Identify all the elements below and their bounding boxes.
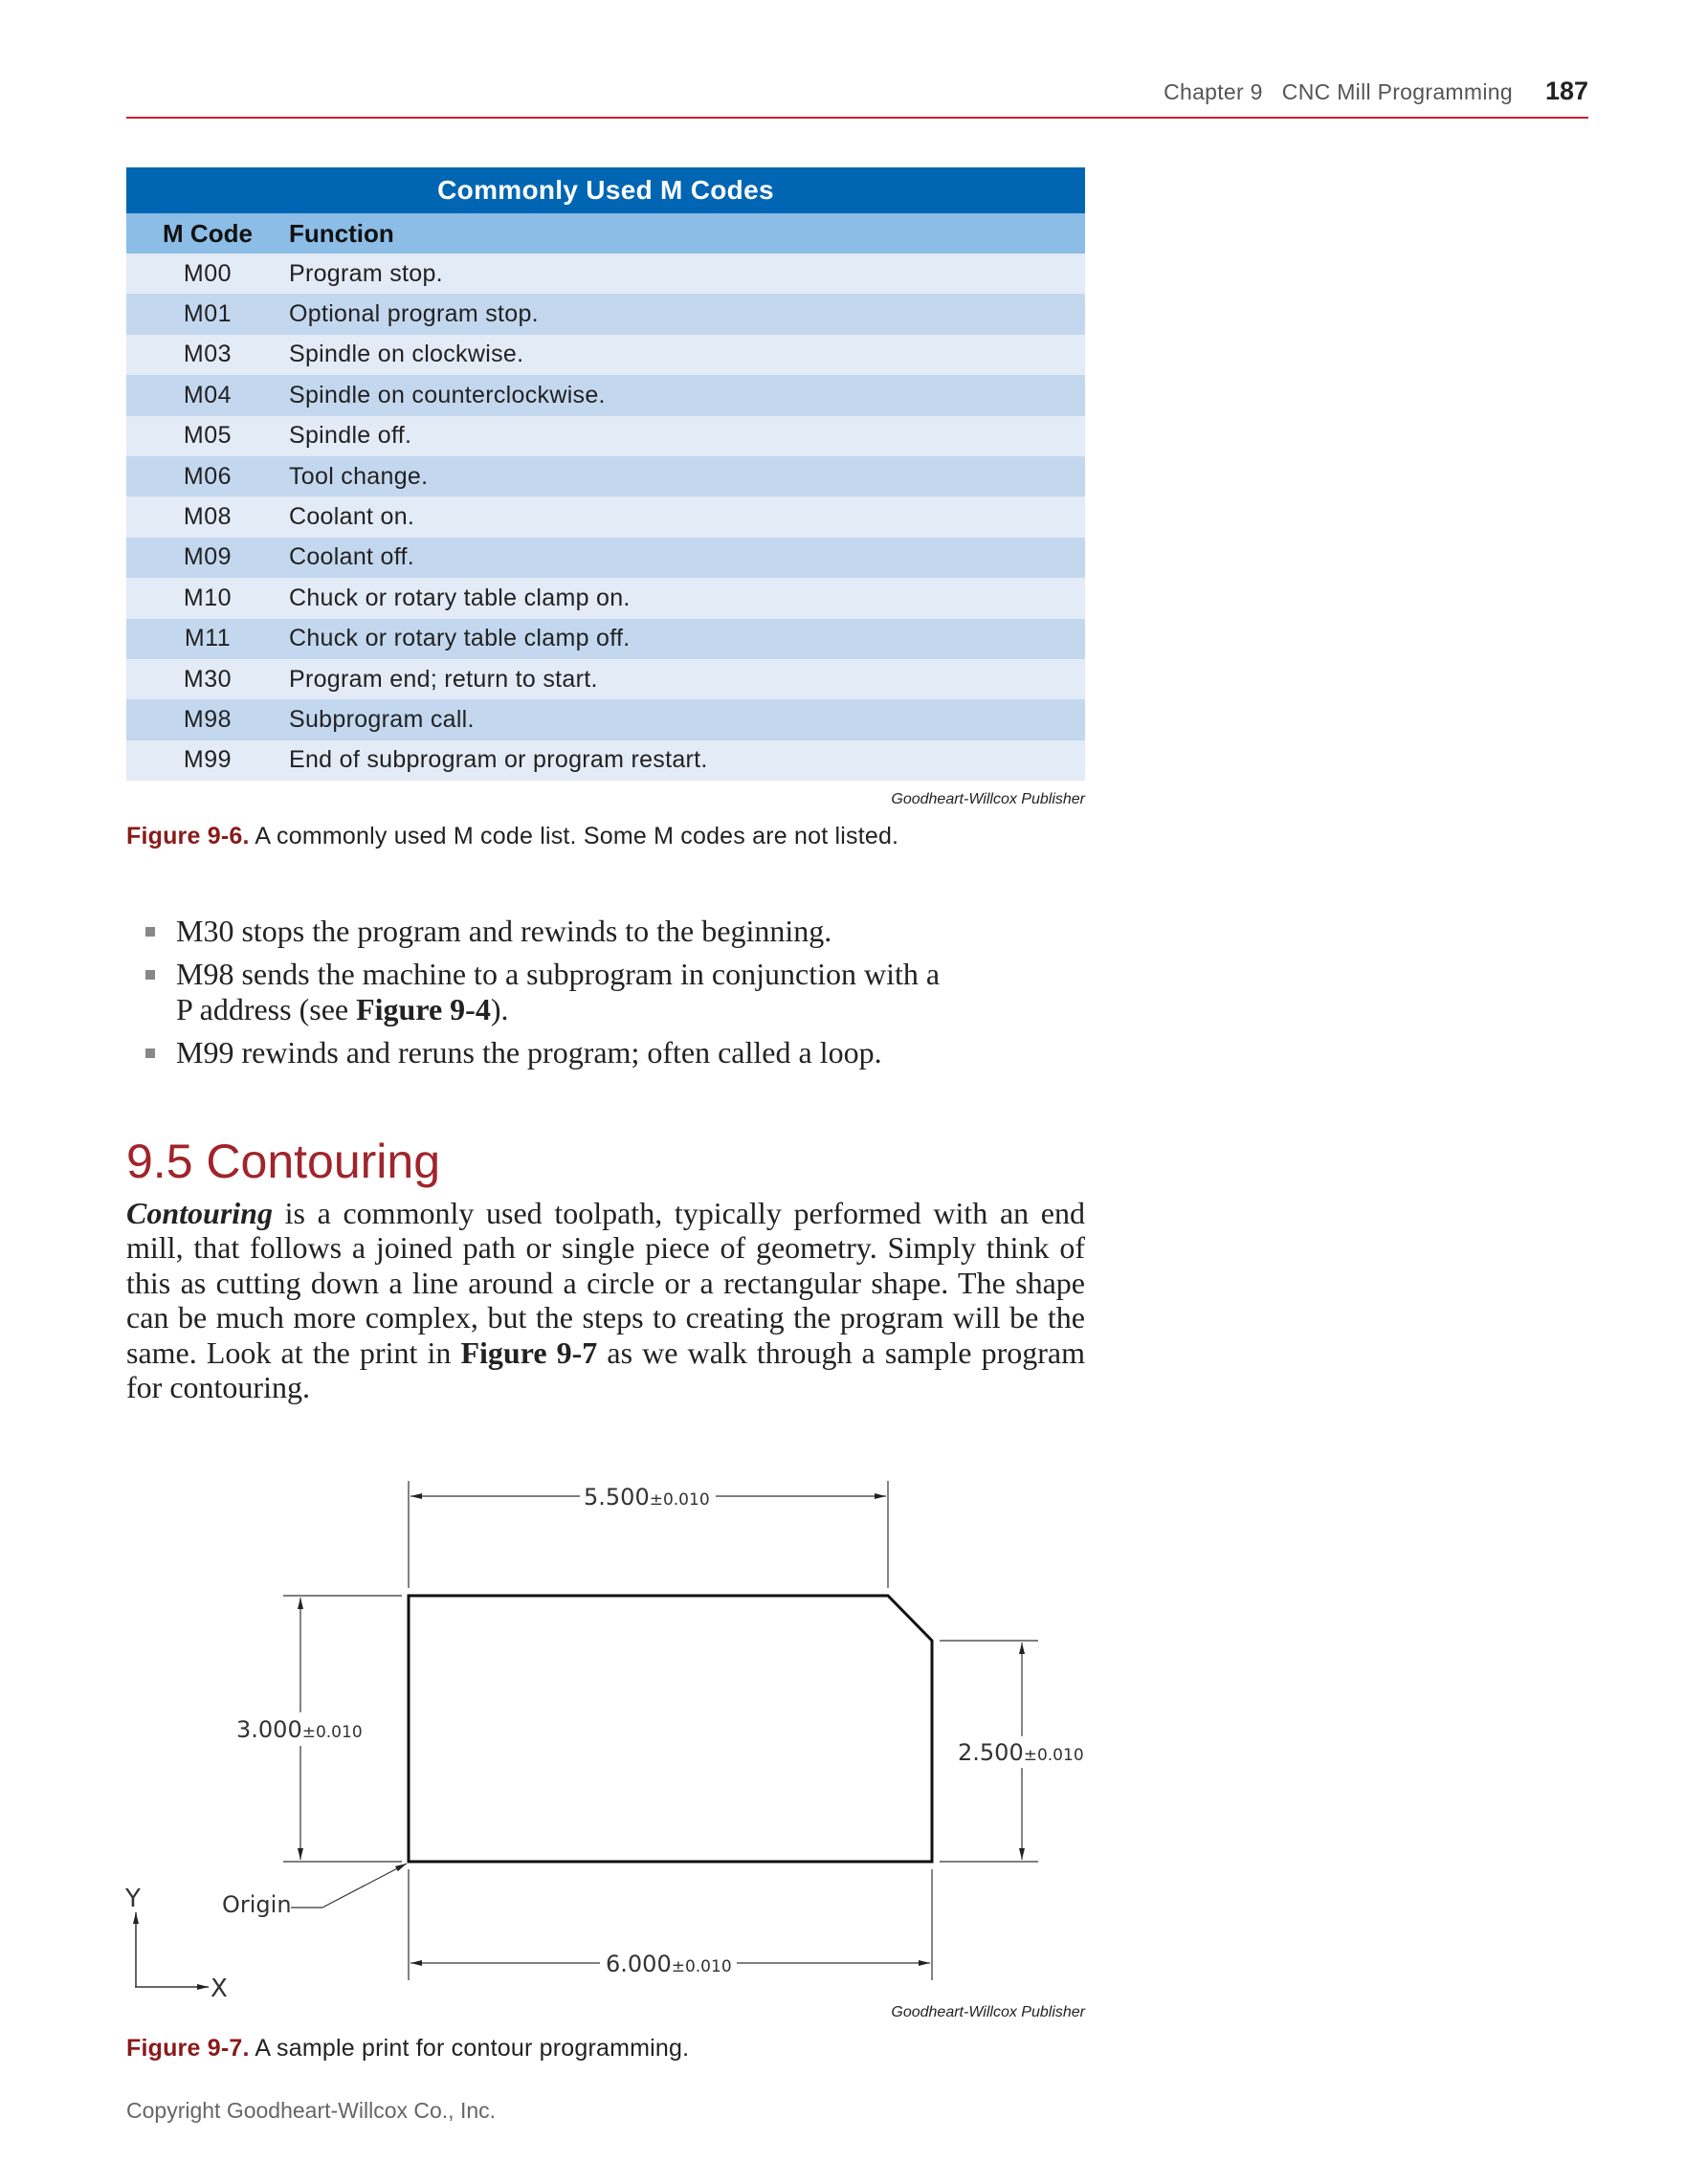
figure-reference: Figure 9-4 — [356, 992, 491, 1026]
figure-caption-text: A sample print for contour programming. — [255, 2035, 690, 2062]
m-code-cell: M11 — [126, 619, 289, 659]
bullet-text-cont: P address (see — [176, 992, 357, 1026]
m-code-cell: M09 — [126, 538, 289, 578]
axis-y-label: Y — [125, 1885, 141, 1913]
m-code-cell: M08 — [126, 496, 289, 537]
dim-left-text: 3.000±0.010 — [236, 1716, 363, 1743]
table-credit: Goodheart-Willcox Publisher — [891, 791, 1085, 807]
drawing-credit: Goodheart-Willcox Publisher — [891, 2004, 1085, 2020]
figure-9-7-caption — [126, 2035, 689, 2063]
bullet-text: M30 stops the program and rewinds to the beginning. — [176, 914, 832, 948]
copyright-footer: Copyright Goodheart-Willcox Co., Inc. — [126, 2098, 497, 2123]
dim-bottom-text: 6.000±0.010 — [606, 1951, 732, 1977]
function-cell: Coolant off. — [289, 538, 1085, 578]
function-cell: Chuck or rotary table clamp off. — [289, 619, 1085, 659]
key-term: Contouring — [126, 1196, 273, 1230]
column-header-function: Function — [289, 213, 1085, 254]
m-code-cell: M05 — [126, 416, 289, 456]
origin-leader — [322, 1864, 407, 1908]
bullet-text: M99 rewinds and reruns the program; often called a loop. — [176, 1035, 882, 1070]
m-code-cell: M00 — [126, 254, 289, 294]
section-heading: 9.5 Contouring — [126, 1135, 441, 1188]
page-number: 187 — [1544, 77, 1588, 105]
function-cell: Tool change. — [289, 456, 1085, 496]
m-code-cell: M99 — [126, 740, 289, 781]
part-outline — [409, 1596, 932, 1862]
chapter-label: Chapter 9 — [1164, 79, 1263, 104]
m-code-cell: M30 — [126, 659, 289, 699]
function-cell: Spindle on clockwise. — [289, 335, 1085, 375]
paragraph-text: is a commonly used toolpath, typically performed with an end mill, that follows a joined path or single piece of geometry. Simply think of this as cutting down a line around a circle or a rectangular shape. The shape can be much more complex, but the steps to creating the program will be the same. Look at the print in — [126, 1196, 1085, 1370]
function-cell: Chuck or rotary table clamp on. — [289, 578, 1085, 618]
paragraph-text-end: as we walk through a sample program for contouring. — [126, 1335, 1086, 1405]
function-cell: Spindle off. — [289, 416, 1085, 456]
m-code-cell: M01 — [126, 294, 289, 334]
dim-top-text: 5.500±0.010 — [584, 1484, 710, 1511]
axis-x-label: X — [211, 1974, 228, 2003]
function-cell: Program stop. — [289, 254, 1085, 294]
column-header-m-code: M Code — [126, 213, 289, 254]
figure-caption-text: A commonly used M code list. Some M codes are not listed. — [255, 823, 899, 849]
m-code-cell: M10 — [126, 578, 289, 618]
m-code-cell: M04 — [126, 375, 289, 415]
function-cell: End of subprogram or program restart. — [289, 740, 1085, 781]
figure-label: Figure 9-7. — [126, 2035, 250, 2062]
dim-right-text: 2.500±0.010 — [958, 1739, 1084, 1766]
function-cell: Coolant on. — [289, 496, 1085, 537]
origin-label: Origin — [222, 1891, 292, 1918]
figure-label: Figure 9-6. — [126, 823, 250, 849]
function-cell: Program end; return to start. — [289, 659, 1085, 699]
function-cell: Optional program stop. — [289, 294, 1085, 334]
figure-reference: Figure 9-7 — [460, 1335, 598, 1370]
m-code-cell: M06 — [126, 456, 289, 496]
bullet-text: M98 sends the machine to a subprogram in conjunction with a — [176, 957, 941, 991]
table-title: Commonly Used M Codes — [126, 167, 1085, 213]
chapter-title: CNC Mill Programming — [1281, 79, 1513, 104]
function-cell: Subprogram call. — [289, 699, 1085, 739]
function-cell: Spindle on counterclockwise. — [289, 375, 1085, 415]
bullet-text-end: ). — [490, 992, 509, 1026]
m-code-cell: M98 — [126, 699, 289, 739]
m-code-cell: M03 — [126, 335, 289, 375]
